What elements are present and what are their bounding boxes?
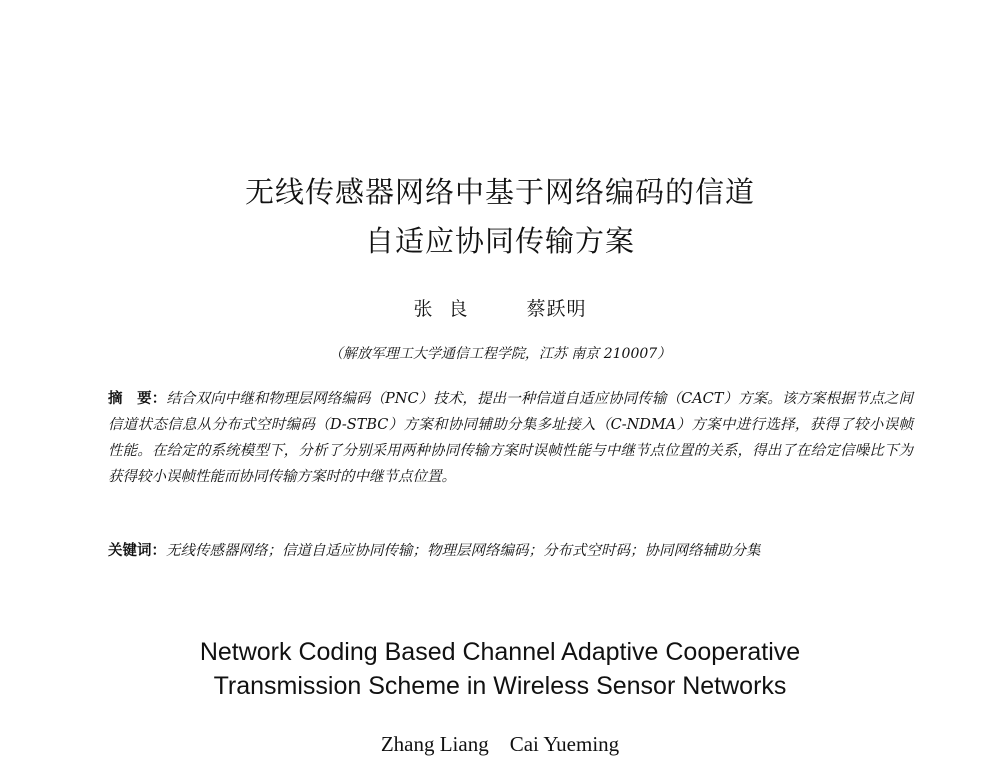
author-cai-yueming: 蔡跃明 [526, 298, 587, 320]
abstract-text: 结合双向中继和物理层网络编码（PNC）技术，提出一种信道自适应协同传输（CACT）方案。该方案根据节点之间信道状态信息从分布式空时编码（D-STBC）方案和协同辅助分集多址接入（C-NDMA）方案中进行选择，获得了较小误帧性能。在给定的系统模型下，分析了分别采用两种协同传输方案时误帧性能与中继节点位置的关系，得出了在给定信噪比下为获得较小误帧性能而协同传输方案时的中继节点位置。 [108, 391, 913, 485]
english-title-line-1: Network Coding Based Channel Adaptive Cooperative [199, 638, 801, 666]
chinese-title-line-2: 自适应协同传输方案 [364, 224, 635, 258]
english-authors: Zhang Liang Cai Yueming [380, 732, 620, 756]
chinese-affiliation: （解放军理工大学通信工程学院，江苏 南京 210007） [328, 346, 672, 362]
abstract-block [108, 386, 913, 490]
chinese-authors [0, 294, 1000, 321]
keywords-block [108, 538, 913, 564]
abstract-label: 摘 要： [108, 390, 167, 407]
author-zhang-liang: 张良 [413, 298, 484, 320]
chinese-title-line-1: 无线传感器网络中基于网络编码的信道 [244, 175, 755, 209]
keywords-label: 关键词： [108, 542, 166, 559]
keywords-text: 无线传感器网络；信道自适应协同传输；物理层网络编码；分布式空时码；协同网络辅助分集 [166, 543, 761, 559]
english-title-line-2: Transmission Scheme in Wireless Sensor Networks [213, 672, 787, 700]
